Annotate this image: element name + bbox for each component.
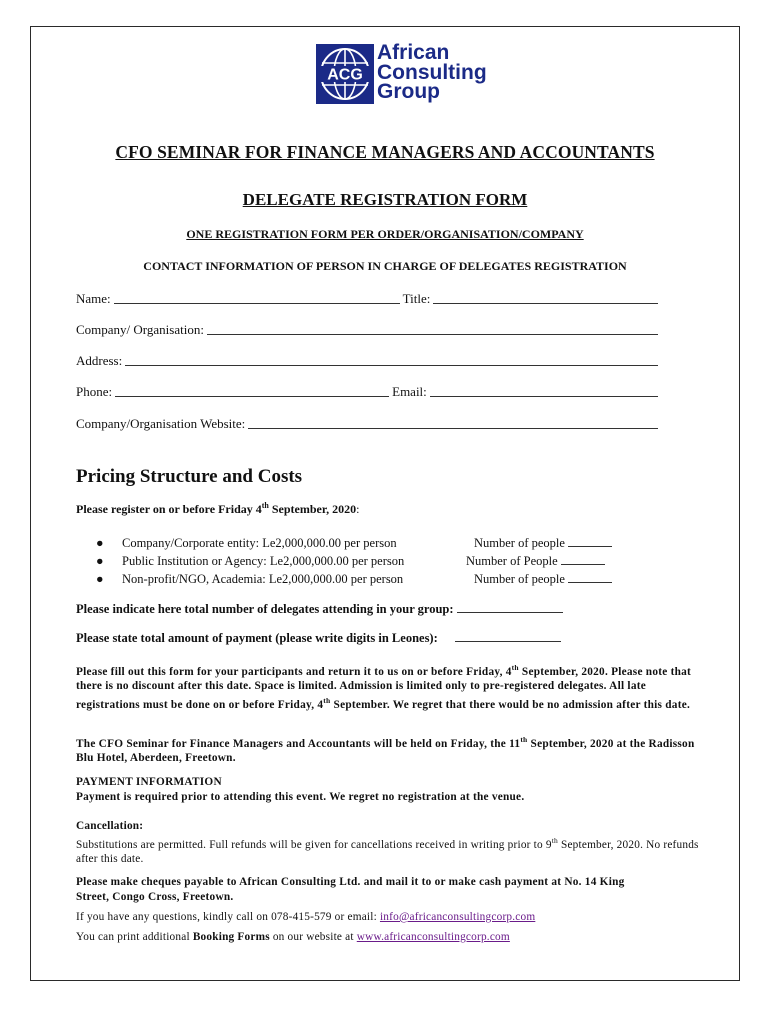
website-link[interactable]: www.africanconsultingcorp.com xyxy=(356,931,510,943)
list-item xyxy=(96,570,612,588)
phone-field[interactable] xyxy=(115,395,389,397)
contact-heading: CONTACT INFORMATION OF PERSON IN CHARGE OF DELEGATES REGISTRATION xyxy=(143,259,627,273)
registration-deadline: Please register on or before Friday 4th September, 2020: xyxy=(76,501,360,516)
people-label: Number of people xyxy=(474,572,565,586)
price-label: Non-profit/NGO, Academia: Le2,000,000.00 per person xyxy=(122,572,404,586)
name-field[interactable] xyxy=(114,302,400,304)
globe-logo-icon xyxy=(316,44,374,104)
website-row xyxy=(76,414,661,432)
company-field[interactable] xyxy=(207,333,658,335)
list-item xyxy=(96,552,612,570)
cancellation-info xyxy=(76,819,712,867)
total-delegates-row xyxy=(76,602,563,617)
email-label: Email: xyxy=(392,384,427,399)
total-payment-row xyxy=(76,631,561,646)
website-field[interactable] xyxy=(248,427,658,429)
total-payment-label: Please state total amount of payment (please write digits in Leones): xyxy=(76,631,438,645)
bullet-icon: ● xyxy=(96,536,104,550)
print-forms-line: You can print additional Booking Forms on our website at www.africanconsultingcorp.com xyxy=(76,931,510,943)
venue-paragraph: The CFO Seminar for Finance Managers and Accountants will be held on Friday, the 11th September, 2020 at the Radisson Blu Hotel, Aberdeen, Freetown. xyxy=(76,735,695,765)
pricing-list xyxy=(96,534,612,588)
logo-line-2: Consulting xyxy=(377,60,487,84)
logo-line-3: Group xyxy=(377,80,440,103)
logo-mark-text: ACG xyxy=(327,66,363,84)
address-row xyxy=(76,351,661,369)
cheque-instructions: Please make cheques payable to African Consulting Ltd. and mail it to or make cash payment at No. 14 King Street, Congo Cross, Freetown. xyxy=(76,876,625,903)
people-label: Number of people xyxy=(474,536,565,550)
list-item xyxy=(96,534,612,552)
seminar-title: CFO SEMINAR FOR FINANCE MANAGERS AND ACCOUNTANTS xyxy=(115,142,655,162)
company-logo xyxy=(316,41,516,106)
cancellation-text: Substitutions are permitted. Full refunds will be given for cancellations received in writing prior to 9th September, 2020. No refunds after this date. xyxy=(76,835,699,865)
form-title: DELEGATE REGISTRATION FORM xyxy=(242,190,528,209)
price-label: Company/Corporate entity: Le2,000,000.00 per person xyxy=(122,536,397,550)
price-label: Public Institution or Agency: Le2,000,000.00 per person xyxy=(122,554,405,568)
logo-line-1: African xyxy=(377,41,450,64)
address-label: Address: xyxy=(76,353,123,368)
company-label: Company/ Organisation: xyxy=(76,322,204,337)
address-field[interactable] xyxy=(125,364,658,366)
company-row xyxy=(76,320,661,338)
name-title-row xyxy=(76,289,661,307)
total-delegates-field[interactable] xyxy=(457,602,563,613)
people-label: Number of People xyxy=(466,554,558,568)
bullet-icon: ● xyxy=(96,572,104,586)
people-count-field[interactable] xyxy=(568,537,612,547)
deadline-paragraph: Please fill out this form for your participants and return it to us on or before Friday, 4th September, 2020. Please note that there is no discount after this date. Space is limited. Admission is limited only to pre-registered delegates. All late registrations must be done on or before Friday, 4th September. We regret that there would be no admission after this date. xyxy=(76,663,692,711)
title-field[interactable] xyxy=(433,302,658,304)
total-delegates-label: Please indicate here total number of delegates attending in your group: xyxy=(76,602,454,616)
people-count-field[interactable] xyxy=(568,573,612,583)
payment-heading: PAYMENT INFORMATION xyxy=(76,776,222,788)
contact-line: If you have any questions, kindly call on 078-415-579 or email: info@africanconsultingcorp.com xyxy=(76,911,536,923)
logo-wordmark xyxy=(377,43,487,102)
cancellation-heading: Cancellation: xyxy=(76,820,144,832)
email-field[interactable] xyxy=(430,395,658,397)
contact-email-link[interactable]: info@africanconsultingcorp.com xyxy=(379,911,536,923)
people-count-field[interactable] xyxy=(561,555,605,565)
title-label: Title: xyxy=(402,291,431,306)
name-label: Name: xyxy=(76,291,111,306)
pricing-heading: Pricing Structure and Costs xyxy=(76,466,303,487)
payment-text: Payment is required prior to attending this event. We regret no registration at the venue. xyxy=(76,790,525,803)
phone-label: Phone: xyxy=(76,384,113,399)
bullet-icon: ● xyxy=(96,554,104,568)
payment-info xyxy=(76,775,712,804)
total-payment-field[interactable] xyxy=(455,631,561,642)
form-subtitle: ONE REGISTRATION FORM PER ORDER/ORGANISATION/COMPANY xyxy=(186,227,584,241)
phone-email-row xyxy=(76,382,661,400)
website-label: Company/Organisation Website: xyxy=(76,416,246,431)
